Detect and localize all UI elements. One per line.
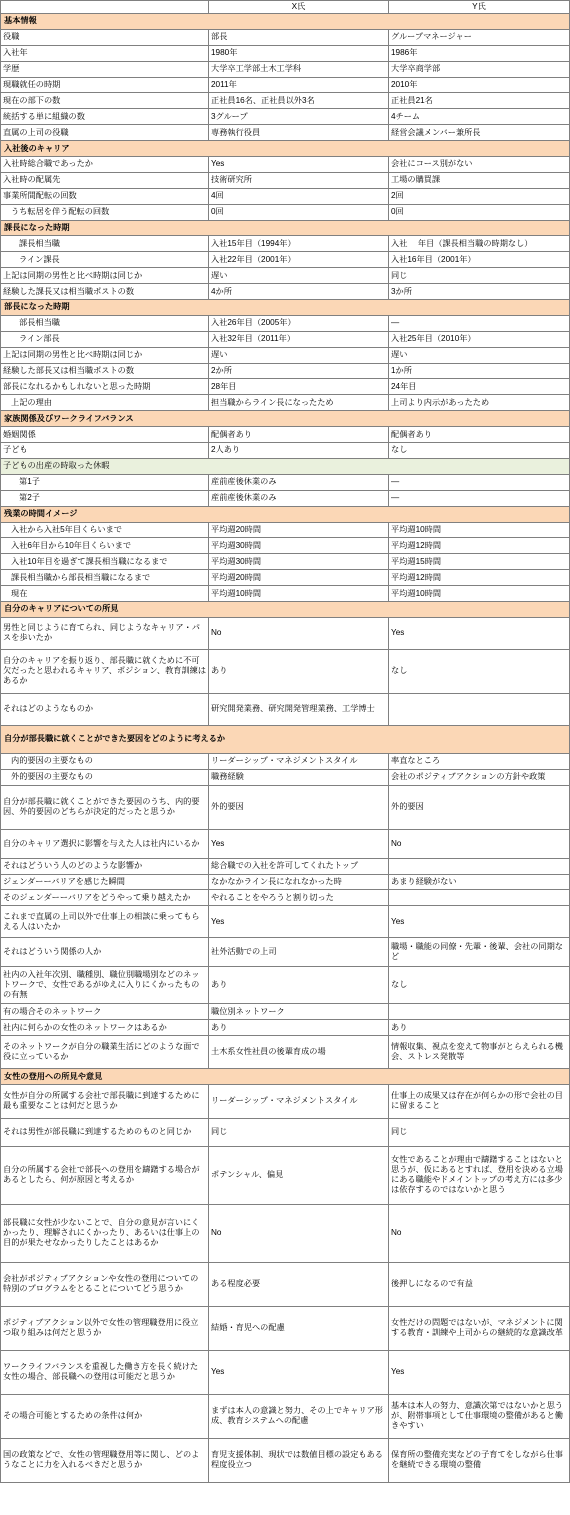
table-row <box>1 906 570 938</box>
table-row <box>1 938 570 967</box>
subgroup-label: 子どもの出産の時取った休暇 <box>1 458 570 474</box>
row-label: 部長になれるかもしれないと思った時期 <box>1 379 209 395</box>
row-label: 女性が自分の所属する会社で部長職に到達するために最も重要なことは何だと思うか <box>1 1084 209 1118</box>
cell-y: 0回 <box>389 204 570 220</box>
row-label: 社内に何らかの女性のネットワークはあるか <box>1 1020 209 1036</box>
row-label: 自分の所属する会社で部長への登用を躊躇する場合があるとしたら、何が原因と考えるか <box>1 1146 209 1204</box>
row-label: これまで直属の上司以外で仕事上の相談に乗ってもらえる人はいたか <box>1 906 209 938</box>
row-label: 上記は同期の男性と比べ時期は同じか <box>1 268 209 284</box>
cell-y: 同じ <box>389 268 570 284</box>
cell-x: 同じ <box>209 1118 389 1146</box>
cell-x: 総合職での入社を許可してくれたトップ <box>209 858 389 874</box>
row-label: それはどういう人のどのような影響か <box>1 858 209 874</box>
section-header-row <box>1 601 570 617</box>
row-label: 有の場合そのネットワーク <box>1 1004 209 1020</box>
row-label: 婚姻関係 <box>1 427 209 443</box>
row-label: 会社がポジティブアクションや女性の登用についての特別のプログラムをとることについてどう思うか <box>1 1262 209 1306</box>
cell-y: 同じ <box>389 1118 570 1146</box>
cell-y: 平均週12時間 <box>389 538 570 554</box>
row-label: それは男性が部長職に到達するためのものと同じか <box>1 1118 209 1146</box>
table-row <box>1 769 570 785</box>
row-label: 現職就任の時期 <box>1 77 209 93</box>
row-label: 入社時の配属先 <box>1 172 209 188</box>
table-row <box>1 109 570 125</box>
row-label: 自分が部長職に就くことができた要因のうち、内的要因、外的要因のどちらが決定的だったと思うか <box>1 785 209 829</box>
cell-y: 平均週10時間 <box>389 586 570 602</box>
table-row <box>1 315 570 331</box>
cell-x: Yes <box>209 906 389 938</box>
cell-x: 28年目 <box>209 379 389 395</box>
cell-y: 配偶者あり <box>389 427 570 443</box>
cell-y: No <box>389 829 570 858</box>
table-row <box>1 29 570 45</box>
cell-y: 女性であることが理由で躊躇することはないと思うが、仮にあるとすれば、登用を決める立場にある職能やドメイントップの考え方には多少は依存するのではないかと思う <box>389 1146 570 1204</box>
table-row <box>1 443 570 459</box>
table-row <box>1 1004 570 1020</box>
cell-x: 2人あり <box>209 443 389 459</box>
table-row <box>1 1036 570 1069</box>
table-row <box>1 785 570 829</box>
cell-x: No <box>209 617 389 649</box>
row-label: 入社10年目を過ぎて課長相当職になるまで <box>1 554 209 570</box>
cell-y: 平均週12時間 <box>389 570 570 586</box>
cell-x: あり <box>209 1020 389 1036</box>
table-row <box>1 1394 570 1438</box>
table-row <box>1 77 570 93</box>
cell-y: 情報収集、視点を変えて物事がとらえられる機会、ストレス発散等 <box>389 1036 570 1069</box>
table-row <box>1 1350 570 1394</box>
subgroup-row <box>1 458 570 474</box>
cell-x: リーダーシップ・マネジメントスタイル <box>209 1084 389 1118</box>
cell-x: 0回 <box>209 204 389 220</box>
table-row <box>1 1262 570 1306</box>
cell-y: 3か所 <box>389 284 570 300</box>
row-label: 事業所間配転の回数 <box>1 188 209 204</box>
section-header-row <box>1 411 570 427</box>
row-label: 経験した課長又は相当職ポストの数 <box>1 284 209 300</box>
cell-x: 遅い <box>209 268 389 284</box>
table-row <box>1 395 570 411</box>
row-label: 子ども <box>1 443 209 459</box>
cell-x: 4か所 <box>209 284 389 300</box>
table-row <box>1 93 570 109</box>
table-row <box>1 1146 570 1204</box>
cell-x: 入社26年目（2005年） <box>209 315 389 331</box>
row-label: 上記は同期の男性と比べ時期は同じか <box>1 347 209 363</box>
cell-y: 4チーム <box>389 109 570 125</box>
cell-x: 技術研究所 <box>209 172 389 188</box>
section-header-row <box>1 14 570 30</box>
cell-x: 担当職からライン長になったため <box>209 395 389 411</box>
cell-x: 専務執行役員 <box>209 125 389 141</box>
table-row <box>1 693 570 725</box>
cell-y: ― <box>389 474 570 490</box>
section-header-row <box>1 506 570 522</box>
cell-x: 2か所 <box>209 363 389 379</box>
cell-x: 入社32年目（2011年） <box>209 331 389 347</box>
cell-x: 平均週30時間 <box>209 538 389 554</box>
cell-x: 職務経験 <box>209 769 389 785</box>
row-label: ジェンダーーバリアを感じた瞬間 <box>1 874 209 890</box>
section-title: 自分のキャリアについての所見 <box>1 601 570 617</box>
table-row <box>1 829 570 858</box>
cell-y: 平均週10時間 <box>389 522 570 538</box>
row-label: 第2子 <box>1 490 209 506</box>
cell-y: 女性だけの問題ではないが、マネジメントに関する教育・訓練や上司からの継続的な意識改革 <box>389 1306 570 1350</box>
cell-x: 平均週20時間 <box>209 522 389 538</box>
section-title: 家族関係及びワークライフバランス <box>1 411 570 427</box>
cell-y: 24年目 <box>389 379 570 395</box>
cell-y: 保育所の整備充実などの子育てをしながら仕事を継続できる環境の整備 <box>389 1438 570 1482</box>
cell-y: ― <box>389 490 570 506</box>
table-row <box>1 967 570 1004</box>
row-label: ワークライフバランスを重視した働き方を長く続けた女性の場合、部長職への登用は可能だと思うか <box>1 1350 209 1394</box>
cell-y: なし <box>389 443 570 459</box>
cell-y: あまり経験がない <box>389 874 570 890</box>
row-label: ライン部長 <box>1 331 209 347</box>
cell-x: 平均週30時間 <box>209 554 389 570</box>
cell-y: 入社25年目（2010年） <box>389 331 570 347</box>
header-row <box>1 1 570 14</box>
cell-x: 部長 <box>209 29 389 45</box>
row-label: 入社時総合職であったか <box>1 157 209 173</box>
table-row <box>1 331 570 347</box>
row-label: 部長相当職 <box>1 315 209 331</box>
section-header-row <box>1 220 570 236</box>
row-label: 男性と同じように育てられ、同じようなキャリア・パスを歩いたか <box>1 617 209 649</box>
cell-y: 会社のポジティブアクションの方針や政策 <box>389 769 570 785</box>
section-title: 女性の登用への所見や意見 <box>1 1069 570 1085</box>
table-row <box>1 1438 570 1482</box>
table-row <box>1 172 570 188</box>
cell-y: グループマネージャー <box>389 29 570 45</box>
cell-y: 平均週15時間 <box>389 554 570 570</box>
table-row <box>1 570 570 586</box>
cell-y: ― <box>389 315 570 331</box>
cell-y: なし <box>389 967 570 1004</box>
table-row <box>1 125 570 141</box>
table-row <box>1 61 570 77</box>
row-label: 課長相当職から部長相当職になるまで <box>1 570 209 586</box>
cell-x: Yes <box>209 829 389 858</box>
section-title: 入社後のキャリア <box>1 141 570 157</box>
cell-x: 産前産後休業のみ <box>209 490 389 506</box>
cell-y: 2回 <box>389 188 570 204</box>
cell-y: 遅い <box>389 347 570 363</box>
cell-y: 入社 年目（課長相当職の時期なし） <box>389 236 570 252</box>
cell-y: 上司より内示があったため <box>389 395 570 411</box>
table-row <box>1 236 570 252</box>
cell-y: 率直なところ <box>389 753 570 769</box>
table-row <box>1 538 570 554</box>
cell-y: 2010年 <box>389 77 570 93</box>
table-row <box>1 490 570 506</box>
cell-y: 外的要因 <box>389 785 570 829</box>
cell-y: 大学卒商学部 <box>389 61 570 77</box>
cell-y: No <box>389 1204 570 1262</box>
row-label: 第1子 <box>1 474 209 490</box>
cell-x: Yes <box>209 157 389 173</box>
table-row <box>1 1020 570 1036</box>
cell-x: 社外活動での上司 <box>209 938 389 967</box>
header-y: Y氏 <box>389 1 570 14</box>
table-row <box>1 45 570 61</box>
cell-y: あり <box>389 1020 570 1036</box>
section-title: 残業の時間イメージ <box>1 506 570 522</box>
row-label: それはどのようなものか <box>1 693 209 725</box>
cell-x: 職位別ネットワーク <box>209 1004 389 1020</box>
cell-y: 職場・職能の同僚・先輩・後輩、会社の同期など <box>389 938 570 967</box>
row-label: 上記の理由 <box>1 395 209 411</box>
row-label: 入社年 <box>1 45 209 61</box>
row-label: 自分のキャリア選択に影響を与えた人は社内にいるか <box>1 829 209 858</box>
row-label: 部長職に女性が少ないことで、自分の意見が言いにくかったり、理解されにくかったり、あるいは仕事上の目的が果たせなかったりしたことはあるか <box>1 1204 209 1262</box>
row-label: 自分のキャリアを振り返り、部長職に就くために不可欠だったと思われるキャリア、ポジション、教育訓練はあるか <box>1 649 209 693</box>
cell-x: ポテンシャル、偏見 <box>209 1146 389 1204</box>
cell-x: リーダーシップ・マネジメントスタイル <box>209 753 389 769</box>
table-row <box>1 554 570 570</box>
section-title: 自分が部長職に就くことができた要因をどのように考えるか <box>1 725 570 753</box>
cell-y: Yes <box>389 1350 570 1394</box>
cell-x: やれることをやろうと割り切った <box>209 890 389 906</box>
table-row <box>1 858 570 874</box>
cell-x: 4回 <box>209 188 389 204</box>
cell-y: 入社16年目（2001年） <box>389 252 570 268</box>
row-label: 国の政策などで、女性の管理職登用等に関し、どのようなことに力を入れるべきだと思うか <box>1 1438 209 1482</box>
section-header-row <box>1 300 570 316</box>
cell-y <box>389 1004 570 1020</box>
cell-x: 平均週20時間 <box>209 570 389 586</box>
row-label: 現在の部下の数 <box>1 93 209 109</box>
section-title: 課長になった時期 <box>1 220 570 236</box>
table-row <box>1 753 570 769</box>
cell-y: 仕事上の成果又は存在が何らかの形で会社の目に留まること <box>389 1084 570 1118</box>
table-row <box>1 474 570 490</box>
row-label: 統括する単に組織の数 <box>1 109 209 125</box>
cell-x: 育児支援体制、現状では数値目標の設定もある程度役立つ <box>209 1438 389 1482</box>
table-row <box>1 890 570 906</box>
cell-x: なかなかライン長になれなかった時 <box>209 874 389 890</box>
cell-y: なし <box>389 649 570 693</box>
section-header-row <box>1 1069 570 1085</box>
table-row <box>1 617 570 649</box>
row-label: うち転居を伴う配転の回数 <box>1 204 209 220</box>
cell-x: 2011年 <box>209 77 389 93</box>
cell-x: 平均週10時間 <box>209 586 389 602</box>
table-row <box>1 1306 570 1350</box>
table-row <box>1 347 570 363</box>
section-title: 基本情報 <box>1 14 570 30</box>
cell-y <box>389 858 570 874</box>
row-label: 役職 <box>1 29 209 45</box>
cell-x: 入社15年目（1994年） <box>209 236 389 252</box>
row-label: ポジティブアクション以外で女性の管理職登用に役立つ取り組みは何だと思うか <box>1 1306 209 1350</box>
cell-x: 1980年 <box>209 45 389 61</box>
table-row <box>1 522 570 538</box>
table-row <box>1 204 570 220</box>
cell-y: 正社員21名 <box>389 93 570 109</box>
cell-y <box>389 890 570 906</box>
table-row <box>1 874 570 890</box>
table-row <box>1 1084 570 1118</box>
cell-x: あり <box>209 967 389 1004</box>
cell-x: 産前産後休業のみ <box>209 474 389 490</box>
section-header-row <box>1 141 570 157</box>
row-label: それはどういう関係の人か <box>1 938 209 967</box>
table-row <box>1 1204 570 1262</box>
cell-y: Yes <box>389 906 570 938</box>
row-label: そのネットワークが自分の職業生活にどのような面で役に立っているか <box>1 1036 209 1069</box>
row-label: 外的要因の主要なもの <box>1 769 209 785</box>
cell-x: 3グループ <box>209 109 389 125</box>
cell-x: 入社22年目（2001年） <box>209 252 389 268</box>
section-title: 部長になった時期 <box>1 300 570 316</box>
row-label: そのジェンダーーバリアをどうやって乗り越えたか <box>1 890 209 906</box>
cell-y: 1986年 <box>389 45 570 61</box>
row-label: 課長相当職 <box>1 236 209 252</box>
row-label: 直属の上司の役職 <box>1 125 209 141</box>
cell-x: No <box>209 1204 389 1262</box>
cell-x: ある程度必要 <box>209 1262 389 1306</box>
row-label: 入社から入社5年目くらいまで <box>1 522 209 538</box>
cell-x: 正社員16名、正社員以外3名 <box>209 93 389 109</box>
row-label: 経験した部長又は相当職ポストの数 <box>1 363 209 379</box>
table-row <box>1 427 570 443</box>
cell-y: 会社にコース別がない <box>389 157 570 173</box>
cell-y: 経営会議メンバー兼所長 <box>389 125 570 141</box>
cell-x: 研究開発業務、研究開発管理業務、工学博士 <box>209 693 389 725</box>
table-row <box>1 379 570 395</box>
table-row <box>1 188 570 204</box>
cell-y: Yes <box>389 617 570 649</box>
header-blank <box>1 1 209 14</box>
cell-x: まずは本人の意識と努力、その上でキャリア形成、教育システムへの配慮 <box>209 1394 389 1438</box>
row-label: 入社6年目から10年目くらいまで <box>1 538 209 554</box>
row-label: 現在 <box>1 586 209 602</box>
cell-x: 土木系女性社員の後輩育成の場 <box>209 1036 389 1069</box>
cell-y: 工場の購買課 <box>389 172 570 188</box>
cell-y: 1か所 <box>389 363 570 379</box>
row-label: その場合可能とするための条件は何か <box>1 1394 209 1438</box>
cell-x: 大学卒工学部土木工学科 <box>209 61 389 77</box>
cell-x: 配偶者あり <box>209 427 389 443</box>
table-row <box>1 252 570 268</box>
table-row <box>1 268 570 284</box>
table-row <box>1 649 570 693</box>
table-row <box>1 363 570 379</box>
row-label: ライン課長 <box>1 252 209 268</box>
table-row <box>1 157 570 173</box>
cell-x: 外的要因 <box>209 785 389 829</box>
cell-x: Yes <box>209 1350 389 1394</box>
row-label: 学歴 <box>1 61 209 77</box>
row-label: 内的要因の主要なもの <box>1 753 209 769</box>
table-row <box>1 1118 570 1146</box>
cell-x: 遅い <box>209 347 389 363</box>
cell-y <box>389 693 570 725</box>
cell-y: 基本は本人の努力、意識次第ではないかと思うが、附帯事項として仕事環境の整備があると働きやすい <box>389 1394 570 1438</box>
row-label: 社内の入社年次別、職種別、職位別職場別などのネットワークで、女性であるがゆえに入りにくかったものの有無 <box>1 967 209 1004</box>
section-header-row <box>1 725 570 753</box>
cell-x: 結婚・育児への配慮 <box>209 1306 389 1350</box>
table-row <box>1 284 570 300</box>
table-row <box>1 586 570 602</box>
cell-x: あり <box>209 649 389 693</box>
header-x: X氏 <box>209 1 389 14</box>
table-body <box>1 1 570 1483</box>
cell-y: 後押しになるので有益 <box>389 1262 570 1306</box>
